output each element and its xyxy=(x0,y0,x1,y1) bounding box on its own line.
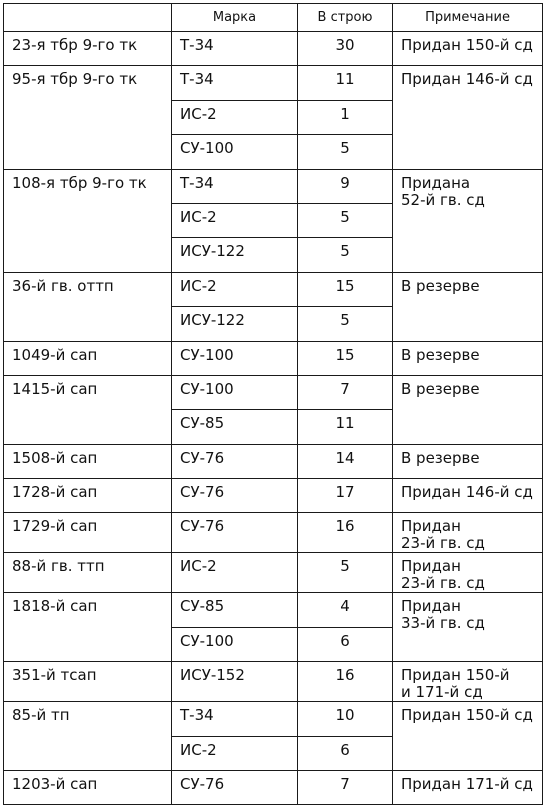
note-line: 23-й гв. сд xyxy=(401,534,485,553)
note-cell xyxy=(393,32,543,66)
units-table xyxy=(3,3,543,805)
model-cell: ИСУ-122 xyxy=(172,238,298,272)
table-row xyxy=(4,479,543,513)
model-cell: ИСУ-122 xyxy=(172,307,298,341)
note-cell xyxy=(393,553,543,593)
count-cell: 11 xyxy=(298,66,393,100)
unit-cell: 95-я тбр 9-го тк xyxy=(4,66,172,169)
model-cell: ИС-2 xyxy=(172,272,298,306)
table-row xyxy=(4,66,543,100)
model-cell: СУ-76 xyxy=(172,771,298,805)
unit-cell: 1049-й сап xyxy=(4,341,172,375)
note-cell xyxy=(393,375,543,444)
unit-cell: 23-я тбр 9-го тк xyxy=(4,32,172,66)
model-cell: СУ-100 xyxy=(172,341,298,375)
count-cell: 5 xyxy=(298,307,393,341)
note-cell xyxy=(393,272,543,341)
model-cell: ИС-2 xyxy=(172,100,298,134)
header-row xyxy=(4,4,543,32)
count-cell: 1 xyxy=(298,100,393,134)
note-line: В резерве xyxy=(401,379,480,398)
count-cell: 6 xyxy=(298,627,393,661)
table-row xyxy=(4,169,543,203)
note-cell xyxy=(393,169,543,272)
note-cell xyxy=(393,593,543,662)
note-line: 52-й гв. сд xyxy=(401,190,485,209)
note-line: 33-й гв. сд xyxy=(401,614,485,633)
note-line: Придан xyxy=(401,597,461,616)
table-row xyxy=(4,375,543,409)
model-cell: СУ-85 xyxy=(172,410,298,444)
model-cell: ИС-2 xyxy=(172,203,298,237)
note-line: Придан xyxy=(401,517,461,536)
unit-cell: 1729-й сап xyxy=(4,513,172,553)
model-cell: Т-34 xyxy=(172,702,298,736)
table-row xyxy=(4,444,543,478)
model-cell: СУ-100 xyxy=(172,135,298,169)
header-unit xyxy=(4,4,172,32)
count-cell: 11 xyxy=(298,410,393,444)
count-cell: 10 xyxy=(298,702,393,736)
table-row xyxy=(4,702,543,736)
table-row xyxy=(4,32,543,66)
note-line: Придан 146-й сд xyxy=(401,70,533,89)
count-cell: 16 xyxy=(298,662,393,702)
count-cell: 14 xyxy=(298,444,393,478)
count-cell: 7 xyxy=(298,375,393,409)
count-cell: 17 xyxy=(298,479,393,513)
model-cell: СУ-100 xyxy=(172,627,298,661)
count-cell: 9 xyxy=(298,169,393,203)
model-cell: ИСУ-152 xyxy=(172,662,298,702)
count-cell: 5 xyxy=(298,135,393,169)
count-cell: 4 xyxy=(298,593,393,627)
unit-cell: 85-й тп xyxy=(4,702,172,771)
model-cell: Т-34 xyxy=(172,32,298,66)
note-line: Придана xyxy=(401,173,471,192)
note-line: Придан 150-й xyxy=(401,666,510,685)
note-line: В резерве xyxy=(401,448,480,467)
model-cell: СУ-76 xyxy=(172,444,298,478)
note-line: Придан 150-й сд xyxy=(401,706,533,725)
table-row xyxy=(4,553,543,593)
unit-cell: 1818-й сап xyxy=(4,593,172,662)
header-model: Марка xyxy=(172,4,298,32)
unit-cell: 1415-й сап xyxy=(4,375,172,444)
model-cell: СУ-85 xyxy=(172,593,298,627)
model-cell: ИС-2 xyxy=(172,553,298,593)
unit-cell: 88-й гв. ттп xyxy=(4,553,172,593)
note-cell xyxy=(393,341,543,375)
table-row xyxy=(4,513,543,553)
note-line: В резерве xyxy=(401,276,480,295)
model-cell: ИС-2 xyxy=(172,736,298,770)
table-row xyxy=(4,272,543,306)
count-cell: 7 xyxy=(298,771,393,805)
count-cell: 6 xyxy=(298,736,393,770)
count-cell: 15 xyxy=(298,341,393,375)
header-in-service: В строю xyxy=(298,4,393,32)
note-line: Придан 150-й сд xyxy=(401,36,533,54)
note-cell xyxy=(393,444,543,478)
count-cell: 5 xyxy=(298,203,393,237)
table-body xyxy=(4,32,543,805)
table-row xyxy=(4,341,543,375)
count-cell: 5 xyxy=(298,238,393,272)
model-cell: Т-34 xyxy=(172,66,298,100)
unit-cell: 1508-й сап xyxy=(4,444,172,478)
table-row xyxy=(4,771,543,805)
note-cell xyxy=(393,66,543,169)
note-cell xyxy=(393,662,543,702)
count-cell: 5 xyxy=(298,553,393,593)
unit-cell: 1728-й сап xyxy=(4,479,172,513)
note-line: Придан 146-й сд xyxy=(401,483,533,502)
unit-cell: 351-й тсап xyxy=(4,662,172,702)
model-cell: СУ-76 xyxy=(172,513,298,553)
note-cell xyxy=(393,479,543,513)
table-row xyxy=(4,593,543,627)
table-row xyxy=(4,662,543,702)
model-cell: СУ-100 xyxy=(172,375,298,409)
note-line: 23-й гв. сд xyxy=(401,574,485,593)
note-cell xyxy=(393,702,543,771)
note-cell xyxy=(393,513,543,553)
model-cell: СУ-76 xyxy=(172,479,298,513)
unit-cell: 36-й гв. оттп xyxy=(4,272,172,341)
note-line: В резерве xyxy=(401,345,480,364)
note-line: Придан 171-й сд xyxy=(401,775,533,794)
unit-cell: 108-я тбр 9-го тк xyxy=(4,169,172,272)
note-line: и 171-й сд xyxy=(401,683,483,702)
count-cell: 16 xyxy=(298,513,393,553)
note-cell xyxy=(393,771,543,805)
model-cell: Т-34 xyxy=(172,169,298,203)
count-cell: 30 xyxy=(298,32,393,66)
count-cell: 15 xyxy=(298,272,393,306)
header-note: Примечание xyxy=(393,4,543,32)
note-line: Придан xyxy=(401,557,461,576)
unit-cell: 1203-й сап xyxy=(4,771,172,805)
